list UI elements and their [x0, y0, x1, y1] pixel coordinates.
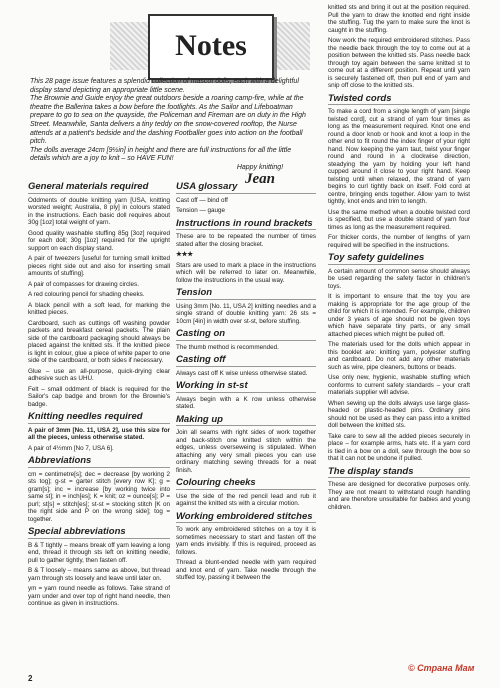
column-left	[28, 178, 170, 611]
section-heading: The display stands	[328, 468, 470, 479]
section-heading: Making up	[176, 416, 316, 427]
page-number: 2	[28, 674, 33, 683]
intro-paragraph: The Brownie and Guide enjoy the great outdoors beside a roaring camp-fire, while at the theatre the Ballerina takes a bow before the footlights. As the Sailor and Lifeboatman prepare to go to sea on the quayside, the Policeman and Fireman are on duty in the High Street. Meanwhile, Santa delivers a tiny teddy on the snow-covered rooftop, the Nurse attends at a patient's bedside and the dashing Footballer goes into action on the football pitch.	[30, 95, 306, 146]
section-heading: Toy safety guidelines	[328, 254, 470, 265]
paragraph: Cardboard, such as cuttings off washing powder packets and breakfast cereal packets. The plain side of the cardboard packaging should always be placed against the knitted sts. If the knitted piece is light in colour, glue a piece of white paper to one side of the cardboard, or both sides if necessary.	[28, 319, 170, 364]
paragraph: cm = centimetre[s]; dec = decrease [by working 2 sts tog]; g-st = garter stitch [every row K]; g = gram[s]; inc = increase [by working twice into same st]; in = inch[es]; K = knit; oz = ounce[s]; P = purl; st[s] = stitch[es]; st-st = stocking stitch [K on the right side and P on the wrong side]; tog = together.	[28, 470, 170, 523]
intro-paragraph: The dolls average 24cm [9½in] in height and there are full instructions for all the little details which are a joy to knit – so HAVE FUN!	[30, 146, 292, 163]
paragraph: knitted sts and bring it out at the position required. Pull the yarn to draw the knotted end right inside the stuffing. Tug the yarn to make sure the knot is caught in the stuffing.	[328, 4, 470, 34]
paragraph: The materials used for the dolls which appear in this booklet are: knitting yarn, polyester stuffing and cardboard. Do not add any other materials such as wire, pipe cleaners, buttons or beads.	[328, 341, 470, 371]
signoff-name: Jean	[245, 171, 275, 187]
paragraph: When sewing up the dolls always use large glass-headed or plastic-headed pins. Ordinary pins should not be used as they can pass into a knitted doll between the knitted sts.	[328, 399, 470, 429]
section-heading: Tension	[176, 289, 316, 300]
paragraph: B & T loosely – means same as above, but thread yarn through sts loosely and leave until later on.	[28, 567, 170, 582]
section-heading: USA glossary	[176, 183, 316, 194]
paragraph: A certain amount of common sense should always be used regarding the safety factor in children's toys.	[328, 267, 470, 290]
page-title: Notes	[175, 29, 247, 62]
paragraph: Good quality washable stuffing 85g [3oz] required for each doll; 30g [1oz] required for the upright support on each display stand.	[28, 229, 170, 252]
paragraph: Oddments of double knitting yarn [USA, knitting worsted weight; Australia, 8 ply] in colours stated in the instructions. Each basic doll requires about 30g [1oz] total weight of yarn.	[28, 196, 170, 226]
paragraph: Use the same method when a double twisted cord is specified, but use a double strand of yarn four times as long as the measurement required.	[328, 208, 470, 231]
paragraph: Using 3mm [No. 11, USA 2] knitting needles and a single strand of double knitting yarn: 26 sts = 10cm [4in] in width over st-st, before stuffing.	[176, 302, 316, 325]
intro-paragraph: This 28 page issue features a splendid collection of mascot dolls, each with a delightful display stand depicting an appropriate little scene.	[30, 78, 299, 94]
paragraph: Take care to sew all the added pieces securely in place – for example arms, hats etc. If a yarn cord is tied in a bow on a doll, sew through the bow so that it can not be undone if pulled.	[328, 432, 470, 462]
paragraph: A black pencil with a soft lead, for marking the knitted pieces.	[28, 301, 170, 316]
paragraph: Tension — gauge	[176, 207, 226, 214]
paragraph: Cast off — bind off	[176, 196, 228, 204]
paragraph: A pair of 4½mm [No 7, USA 6].	[28, 444, 114, 452]
paragraph: Stars are used to mark a place in the instructions which will be referred to later on. Meanwhile, follow the instructions in the usual way.	[176, 261, 316, 284]
section-heading: Special abbreviations	[28, 528, 170, 539]
paragraph: For thicker cords, the number of lengths of yarn required will be specified in the instructions.	[328, 234, 470, 249]
section-heading: Casting off	[176, 356, 316, 367]
signoff-greeting: Happy knitting!	[236, 164, 284, 171]
banner-box	[148, 14, 274, 80]
paragraph: To work any embroidered stitches on a toy it is sometimes necessary to start and fasten off the yarn ends invisibly. If this is required, proceed as follows.	[176, 526, 316, 556]
paragraph: These are designed for decorative purposes only. They are not meant to withstand rough handling and are therefore unsuitable for babies and young children.	[328, 481, 470, 511]
paragraph: Join all seams with right sides of work together and back-stitch one knitted stitch within the edges, unless overseweing is stipulated. When attaching any very small pieces you can use ordinary matching sewing threads for a neat finish.	[176, 429, 316, 474]
intro-text	[30, 78, 310, 164]
paragraph: Use only new, hygienic, washable stuffing which conforms to current safety standards – your craft materials supplier will advise.	[328, 374, 470, 396]
column-middle	[176, 178, 316, 585]
paragraph: Felt – small oddment of black is required for the Sailor's cap badge and brown for the Brownie's badge.	[28, 385, 170, 408]
section-heading: General materials required	[28, 183, 170, 194]
paragraph: The thumb method is recommended.	[176, 343, 279, 351]
paragraph: These are to be repeated the number of times stated after the closing bracket.	[176, 233, 316, 248]
paragraph: A pair of 3mm [No. 11, USA 2], use this size for all the pieces, unless otherwise stated.	[28, 426, 170, 441]
paragraph: To make a cord from a single length of yarn [single twisted cord], cut a strand of yarn four times as long as the measurement required. Knot one end round a door knob or hook and knot a loop in the other end to fit round the index finger of your right hand. Now keeping the yarn taut, twist your finger round and round in a clockwise direction, steadying the yarn by holding your left hand cupped around it close to your right hand. Keep twisting until when relaxed, the strand of yarn begins to curl tightly back on itself. Fold cord at centre, bringing ends together. Allow yarn to twist tightly, knot ends and trim to length.	[328, 108, 470, 205]
section-heading: Casting on	[176, 330, 316, 341]
section-heading: Working in st-st	[176, 382, 316, 393]
section-heading: Instructions in round brackets	[176, 220, 316, 231]
section-heading: Working embroidered stitches	[176, 513, 316, 524]
paragraph: A red colouring pencil for shading cheeks.	[28, 291, 145, 298]
paragraph: Glue – use an all-purpose, quick-drying clear adhesive such as UHU.	[28, 367, 170, 382]
watermark: © Страна Мам	[408, 663, 475, 673]
section-heading: Knitting needles required	[28, 413, 170, 424]
paragraph: B & T tightly – means break off yarn leaving a long end, thread it through sts left on knitting needle, pull to gather tightly, then fasten off.	[28, 541, 170, 564]
column-right	[328, 4, 470, 514]
paragraph: A pair of tweezers [useful for turning small knitted pieces right side out and also for inserting small amounts of stuffing].	[28, 255, 170, 277]
stars-marker: ★★★	[176, 251, 193, 258]
notes-banner	[110, 14, 310, 78]
paragraph: ym = yarn round needle as follows. Take strand of yarn under and over top of right hand needle, then continue as given in instructions.	[28, 585, 170, 607]
paragraph: A pair of compasses for drawing circles.	[28, 280, 139, 288]
section-heading: Abbreviations	[28, 457, 170, 468]
paragraph: Always begin with a K row unless otherwise stated.	[176, 395, 316, 410]
paragraph: It is important to ensure that the toy you are making is appropriate for the age group of the child for which it is intended. For example, children under 3 years of age should not be given toys which have separate tiny parts, or any small attached pieces which might be pulled off.	[328, 293, 470, 338]
section-heading: Colouring cheeks	[176, 479, 316, 490]
section-heading: Twisted cords	[328, 95, 470, 106]
paragraph: Always cast off K wise unless otherwise stated.	[176, 369, 308, 377]
paragraph: Use the side of the red pencil lead and rub it against the knitted sts with a circular motion.	[176, 492, 316, 507]
paragraph: Thread a blunt-ended needle with yarn required and knot end of yarn. Take needle through the stuffed toy, passing it between the	[176, 559, 316, 581]
paragraph: Now work the required embroidered stitches. Pass the needle back through the toy to come out at a position between the knitted sts. Pass needle back through toy again between the same knitted st to come out at a different position. Repeat until yarn is securely fastened off, then pull end of yarn and snip off close to the knitted sts.	[328, 37, 470, 89]
